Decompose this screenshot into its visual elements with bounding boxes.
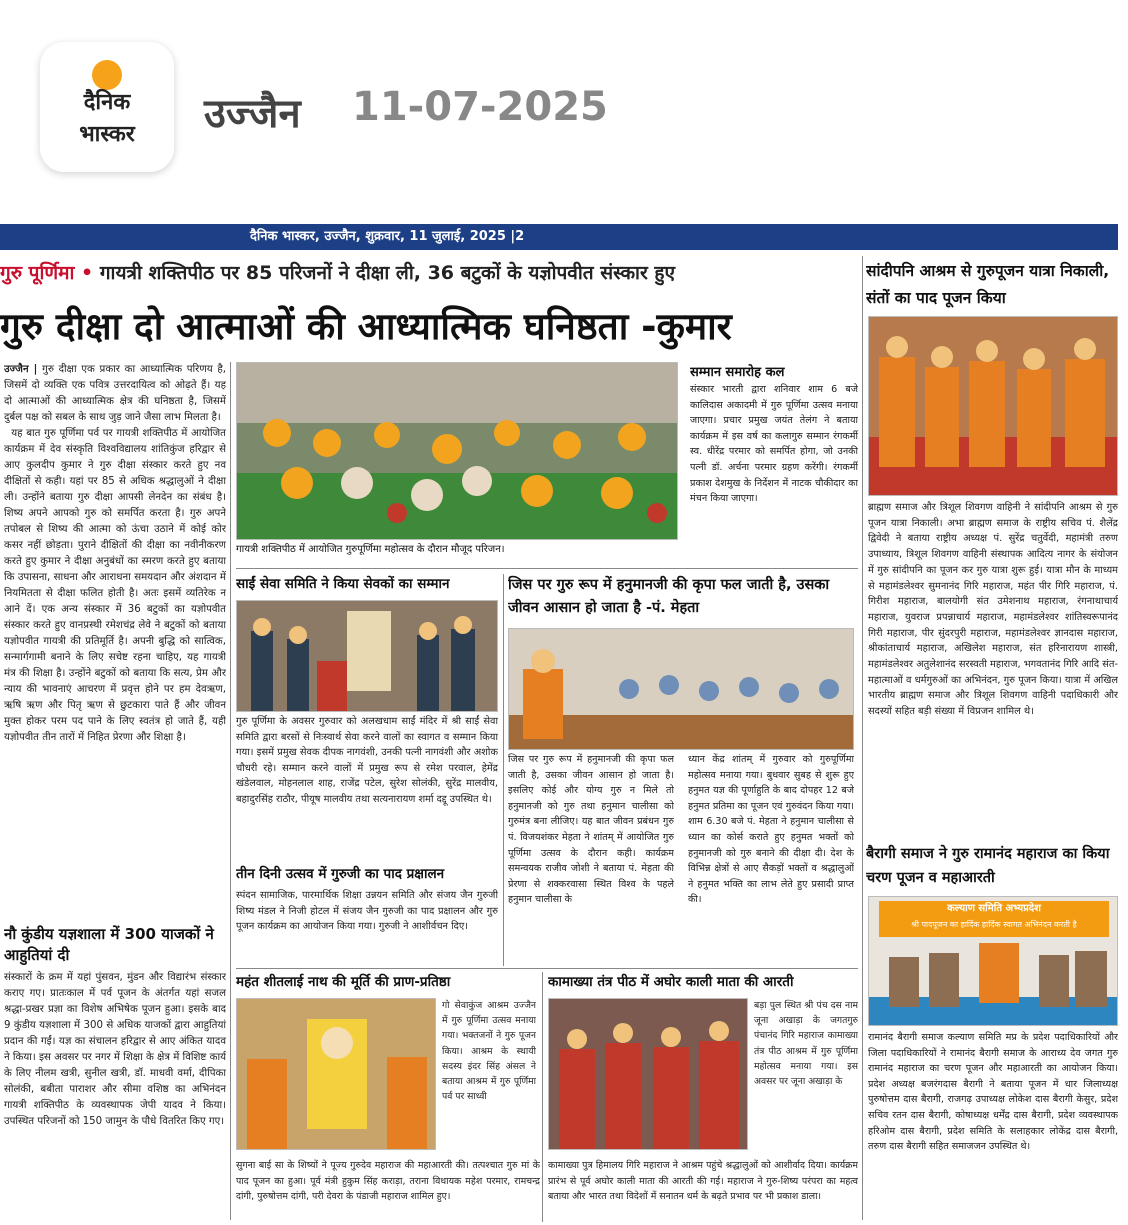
samman-body: संस्कार भारती द्वारा शनिवार शाम 6 बजे कालिदास अकादमी में गुरु पूर्णिमा उत्सव मनाया जाएगा। प्रचार प्रमुख जयंत तेलंग ने बताया कार्यक्रम में इस वर्ष का कलागुरु सम्मान रंगकर्मी स्व. धीरेंद्र परमार को समर्पित होगा, जो उनकी पत्नी डॉ. अर्चना परमार ग्रहण करेंगी। रंगकर्मी प्रकाश देशमुख के निर्देशन में नाटक चौकीदार का मंचन किया जाएगा। (690, 384, 858, 505)
sai-headline: साईं सेवा समिति ने किया सेवकों का सम्मान (236, 576, 450, 592)
edition-city: उज्जैन (204, 91, 301, 137)
bairagi-body: रामानंद बैरागी समाज कल्याण समिति मप्र के प्रदेश पदाधिकारियों और जिला पदाधिकारियों ने रामानंद बैरागी समाज के आराध्य देव जगत गुरु रामानंद महाराज का चरण पूजन और महाआरती का आयोजन किया। प्रदेश अध्यक्ष बजरंगदास बैरागी ने बताया पूजन में धार जिलाध्यक्ष पुरुषोत्तम दास बैरागी, राजगढ़ उपाध्यक्ष लोकेश दास बैरागी केसुर, प्रदेश सचिव रतन दास बैरागी, कोषाध्यक्ष धर्मेंद्र दास बैरागी, प्रदेश व्यवस्थापक हरिओम दास बैरागी, प्रदेश समिति के सलाहकार लोकेंद्र दास बैरागी, तरुण दास बैरागी सहित समाजजन उपस्थित थे। (868, 1032, 1118, 1153)
teen-dini-headline: तीन दिनी उत्सव में गुरुजी का पाद प्रक्षालन (236, 866, 445, 882)
bairagi-banner-title: कल्याण समिति अभ्यप्रदेश (947, 903, 1041, 914)
column-rule (230, 362, 231, 1220)
teen-dini-body: स्पंदन सामाजिक, पारमार्थिक शिक्षा उन्नयन समिति और संजय जैन गुरुजी शिष्य मंडल ने निजी होटल में संजय जैन गुरुजी का पाद प्रक्षालन और गुरु पूजन कार्यक्रम का आयोजन किया गया। गुरुजी ने आशीर्वचन दिए। (236, 890, 498, 933)
sandipani-photo-image (869, 317, 1118, 496)
sandipani-headline: सांदीपनि आश्रम से गुरुपूजन यात्रा निकाली, संतों का पाद पूजन किया (866, 262, 1110, 307)
hanuman-body-left: जिस पर गुरु रूप में हनुमानजी की कृपा फल जाती है, उसका जीवन आसान हो जाता है। इसलिए कोई और योग्य गुरु न मिले तो हनुमानजी को गुरु तथा हनुमान चालीसा को गुरुमंत्र बना लीजिए। यह बात जीवन प्रबंधन गुरु पं. विजयशंकर मेहता ने शांतम् में आयोजित गुरु पूर्णिमा उत्सव के दौरान कही। कार्यक्रम समन्वयक राजीव जोशी ने बताया पं. मेहता की प्रेरणा से शक्करवासा स्थित विश्व के पहले हनुमान चालीसा के (508, 754, 674, 906)
kamakhya-bottom-body: कामाख्या पुत्र हिमालय गिरि महाराज ने आश्रम पहुंचे श्रद्धालुओं को आशीर्वाद दिया। कार्यक्रम प्रारंभ से पूर्व अघोर काली माता की आरती की गई। महाराज ने गुरु-शिष्य परंपरा का महत्व बताया और भारत तथा विदेशों में सनातन धर्म के बढ़ते प्रभाव पर भी प्रकाश डाला। (548, 1160, 858, 1203)
sai-photo (236, 600, 498, 712)
bairagi-banner-subtitle: श्री पादपूजन का हार्दिक हार्दिक स्वागत अभिनंदन करती है (911, 920, 1077, 929)
lead-photo (236, 362, 678, 540)
page-folio-bar: दैनिक भास्कर, उज्जैन, शुक्रवार, 11 जुलाई, 2025 |2 (0, 224, 1118, 250)
hanuman-body-right: ध्यान केंद्र शांतम् में गुरुवार को गुरुपूर्णिमा महोत्सव मनाया गया। बुधवार सुबह से शुरू हुए हनुमत यज्ञ की पूर्णाहुति के बाद दोपहर 12 बजे हनुमत प्रतिमा का पूजन एवं गुरुवंदन किया गया। शाम 6.30 बजे पं. मेहता ने हनुमान चालीसा से ध्यान का कोर्स कराते हुए हनुमत भक्तों को हनुमानजी को गुरु बनाने की दीक्षा दी। देश के विभिन्न क्षेत्रों से आए सैकड़ों भक्तों व श्रद्धालुओं ने हनुमत भक्ति का लाभ लेते हुए प्रसादी प्राप्त की। (688, 754, 854, 906)
kicker-label: गुरु पूर्णिमा (0, 262, 75, 284)
lead-para-2: यह बात गुरु पूर्णिमा पर्व पर गायत्री शक्तिपीठ में आयोजित कार्यक्रम में देव संस्कृति विश्वविद्यालय शांतिकुंज हरिद्वार से आए कुलदीप कुमार ने गुरु दीक्षा संस्कार करते हुए नव दीक्षितों से कही। यहां पर 85 से अधिक श्रद्धालुओं ने दीक्षा ली। उन्होंने बताया गुरु दीक्षा आपसी लेनदेन का संबंध है। शिष्य अपने आपको गुरु को समर्पित करता है। गुरु अपने तपोबल से शिष्य की आत्मा को ऊंचा उठाने में कोई कोर कसर नहीं छोड़ता। पुराने दीक्षितों की दीक्षा का नवीनीकरण करते हुए कुमार ने दीक्षा अनुबंधों का स्मरण करते हुए बताया कि उपासना, साधना और आराधना समयदान और अंशदान में नियमितता से दीक्षा फलित होती है। अतः इसमें व्यतिरेक न आने दें। एक अन्य संस्कार में 36 बटुकों का यज्ञोपवीत संस्कार करते हुए वानप्रस्थी रमेशचंद्र लेवे ने बटुकों को बताया यज्ञोपवीत गायत्री की प्रतिमूर्ति है। अपनी बुद्धि को सात्विक, सन्मार्गगामी बनाने के लिए सचेष्ट रहना चाहिए, यह गायत्री मंत्र की शिक्षा है। उन्होंने बटुकों को बताया कि सत्य, प्रेम और न्याय की भावनाएं आचरण में प्रवृत्त होने पर हम देवऋण, ऋषि ऋण और पितृ ऋण से छुटकारा पाते हैं और जीवन मुक्त होकर परम पद पाने के लिए स्वतंत्र हो जाते हैं, यही यज्ञोपवीत तीन तारों में निहित प्रेरणा और शिक्षा है। (4, 428, 226, 743)
mahant-bottom-body: सुगना बाई सा के शिष्यों ने पूज्य गुरुदेव महाराज की महाआरती की। तत्पश्चात गुरु मां के पाद पूजन का हुआ। पूर्व मंत्री हुकुम सिंह कराड़ा, तराना विधायक महेश परमार, रामचन्द्र दांगी, पुरुषोत्तम दांगी, परी देवरा के पंडाजी महाराज शामिल हुए। (236, 1160, 540, 1203)
logo-sun-icon (92, 60, 122, 90)
mahant-side-body: गो सेवाकुंज आश्रम उज्जैन में गुरु पूर्णिमा उत्सव मनाया गया। भक्तजनों ने गुरु पूजन किया। आश्रम के स्थायी सदस्य इंदर सिंह अंसल ने बताया आश्रम में गुरु पूर्णिमा पर्व पर साध्वी (442, 1000, 536, 1103)
lead-photo-caption: गायत्री शक्तिपीठ में आयोजित गुरुपूर्णिमा महोत्सव के दौरान मौजूद परिजन। (236, 544, 505, 555)
mahant-headline: महंत शीतलाई नाथ की मूर्ति की प्राण-प्रतिष्ठा (236, 974, 451, 990)
row-rule (236, 568, 858, 569)
samman-headline: सम्मान समारोह कल (690, 365, 785, 380)
yagya-body: संस्कारों के क्रम में यहां पुंसवन, मुंडन और विद्यारंभ संस्कार कराए गए। प्रातःकाल में पर्व पूजन के अंतर्गत यहां सजल श्रद्धा-प्रखर प्रज्ञा का विशेष अभिषेक पूजन हुआ। इसके बाद 9 कुंडीय यज्ञशाला में 300 से अधिक याजकों द्वारा आहुतियां प्रदान की गईं। यज्ञ का संचालन हरिद्वार से आए अंकित यादव ने किया। इस अवसर पर नगर में शिक्षा के क्षेत्र में विशिष्ट कार्य के लिए नीलम खत्री, सुनील खत्री, डॉ. माधवी वर्मा, दीपिका सोलंकी, बबीता पाराशर और सीमा वशिष्ठ का अभिनंदन गायत्री शक्तिपीठ के व्यवस्थापक जेपी यादव ने किया। उपस्थित परिजनों को 150 जामुन के पौधे वितरित किए गए। (4, 972, 226, 1127)
kicker-line (0, 256, 860, 290)
edition-date: 11-07-2025 (352, 84, 608, 130)
kicker-bullet: • (81, 262, 94, 284)
kamakhya-photo-image (549, 999, 748, 1150)
lead-story-body (4, 362, 226, 922)
lead-dateline: उज्जैन | (4, 364, 38, 375)
lead-para-1: गुरु दीक्षा एक प्रकार का आध्यात्मिक परिणय है, जिसमें दो व्यक्ति एक पवित्र उत्तरदायित्व को ओढ़ते हैं। यह दो आत्माओं की आध्यात्मिक क्षेत्र की घनिष्ठता है, जिसमें दुर्बल पक्ष को सबल के साथ जुड़ जाने जैसा लाभ मिलता है। (4, 364, 226, 423)
kamakhya-side-body: बड़ा पुल स्थित श्री पंच दस नाम जूना अखाड़ा के जगतगुरु पंचानंद गिरि महाराज कामाख्या तंत्र पीठ आश्रम में गुरु पूर्णिमा महोत्सव मनाया गया। इस अवसर पर जूना अखाड़ा के (754, 1000, 858, 1088)
column-rule (542, 972, 543, 1222)
hanuman-photo (508, 628, 854, 750)
dainik-bhaskar-logo (40, 42, 174, 172)
lead-photo-crowd-image (237, 363, 678, 540)
logo-text-line1: दैनिक (83, 90, 131, 115)
mahant-photo (236, 998, 436, 1150)
row-rule (236, 968, 858, 969)
kicker-text: गायत्री शक्तिपीठ पर 85 परिजनों ने दीक्षा ली, 36 बटुकों के यज्ञोपवीत संस्कार हुए (99, 262, 675, 284)
sai-photo-image (237, 601, 498, 712)
mahant-photo-image (237, 999, 436, 1150)
logo-text-line2: भास्कर (79, 122, 135, 147)
bairagi-headline: बैरागी समाज ने गुरु रामानंद महाराज का किया चरण पूजन व महाआरती (866, 846, 1110, 886)
hanuman-headline: जिस पर गुरु रूप में हनुमानजी की कृपा फल जाती है, उसका जीवन आसान हो जाता है -पं. मेहता (508, 577, 830, 616)
kamakhya-headline: कामाख्या तंत्र पीठ में अघोर काली माता की आरती (548, 974, 794, 990)
hanuman-photo-image (509, 629, 854, 750)
kamakhya-photo (548, 998, 748, 1150)
sandipani-body: ब्राह्मण समाज और त्रिशूल शिवगण वाहिनी ने सांदीपनि आश्रम से गुरु पूजन यात्रा निकाली। अभा ब्राह्मण समाज के राष्ट्रीय सचिव पं. शैलेंद्र द्विवेदी ने बताया राष्ट्रीय अध्यक्ष पं. सुरेंद्र चतुर्वेदी, महामंत्री तरुण उपाध्याय, त्रिशूल शिवगण वाहिनी संस्थापक आदित्य नागर के संयोजन में गुरु सांदीपनि का पूजन कर गुरु यात्रा शुरू हुई। यात्रा मौन के माध्यम से महामंडलेश्वर सुमनानंद गिरि महाराज, महंत पीर गिरि महाराज, पं. गिरीश महाराज, बालयोगी संत उमेशनाथ महाराज, रंगनाथाचार्य महाराज, युवराज प्रपन्नाचार्य महाराज, महामंडलेश्वर शांतिस्वरूपानंद गिरी महाराज, पीर सुंदरपुरी महाराज, महामंडलेश्वर ज्ञानदास महाराज, श्रीकांताचार्य महाराज, अखिलेश महाराज, संत हरिनारायण शास्त्री, महामंडलेश्वर अतुलेशानंद सरस्वती महाराज, भगवतानंद गिरि आदि संत-महात्माओं व धर्मगुरुओं का अभिनंदन, गुरु पूजन किया। यात्रा में अखिल भारतीय ब्राह्मण समाज और त्रिशूल शिवगण वाहिनी पदाधिकारी और सदस्यों सहित बड़ी संख्या में विप्रजन शामिल थे। (868, 502, 1118, 718)
column-rule (503, 574, 504, 966)
column-rule (862, 256, 863, 1220)
main-headline: गुरु दीक्षा दो आत्माओं की आध्यात्मिक घनिष्ठता -कुमार (0, 305, 732, 348)
bairagi-photo-image (869, 897, 1118, 1026)
bairagi-photo (868, 896, 1118, 1026)
sai-body: गुरु पूर्णिमा के अवसर गुरुवार को अलखधाम साईं मंदिर में श्री साईं सेवा समिति द्वारा बरसों से निःस्वार्थ सेवा करने वालों का स्वागत व सम्मान किया गया। इसमें प्रमुख सेवक दीपक नागवंशी, उनकी पत्नी नागवंशी और अशोक चौधरी रहे। सम्मान करने वालों में प्रमुख रूप से रमेश परवाल, हेमेंद्र खंडेलवाल, मोहनलाल शाह, राजेंद्र पटेल, सुरेश सोलंकी, सुरेंद्र मालवीय, बहादुरसिंह राठौर, पीयूष मालवीय तथा सत्यनारायण शर्मा दद्दू उपस्थित थे। (236, 716, 498, 805)
yagya-headline: नौ कुंडीय यज्ञशाला में 300 याजकों ने आहुतियां दी (4, 925, 214, 964)
sandipani-photo (868, 316, 1118, 496)
